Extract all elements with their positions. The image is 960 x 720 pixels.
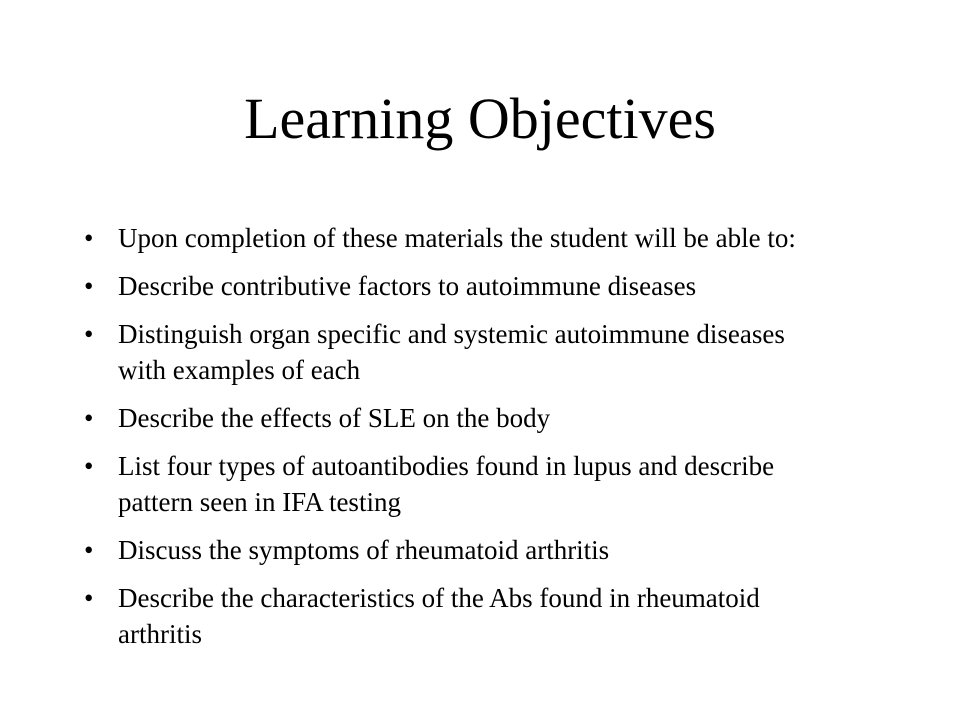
objective-item xyxy=(78,220,838,256)
slide-title: Learning Objectives xyxy=(244,86,716,151)
objective-text: Distinguish organ specific and systemic autoimmune diseases with examples of each xyxy=(118,319,785,385)
objective-text: Discuss the symptoms of rheumatoid arthritis xyxy=(118,535,610,565)
objective-text: Upon completion of these materials the student will be able to: xyxy=(118,223,796,253)
objective-text: Describe the effects of SLE on the body xyxy=(118,403,551,433)
bullet-icon: • xyxy=(84,319,94,349)
bullet-icon: • xyxy=(84,223,94,253)
objective-item xyxy=(78,268,838,304)
objective-item xyxy=(78,448,838,520)
objective-item xyxy=(78,316,838,388)
bullet-icon: • xyxy=(84,271,94,301)
objective-text: Describe contributive factors to autoimmune diseases xyxy=(118,271,697,301)
bullet-icon: • xyxy=(84,403,94,433)
objective-item xyxy=(78,532,838,568)
bullet-icon: • xyxy=(84,535,94,565)
objective-text: Describe the characteristics of the Abs found in rheumatoid arthritis xyxy=(118,583,760,649)
objectives-list xyxy=(78,220,838,664)
objective-item xyxy=(78,580,838,652)
objective-item xyxy=(78,400,838,436)
objective-text: List four types of autoantibodies found in lupus and describe pattern seen in IFA testing xyxy=(118,451,775,517)
bullet-icon: • xyxy=(84,451,94,481)
bullet-icon: • xyxy=(84,583,94,613)
